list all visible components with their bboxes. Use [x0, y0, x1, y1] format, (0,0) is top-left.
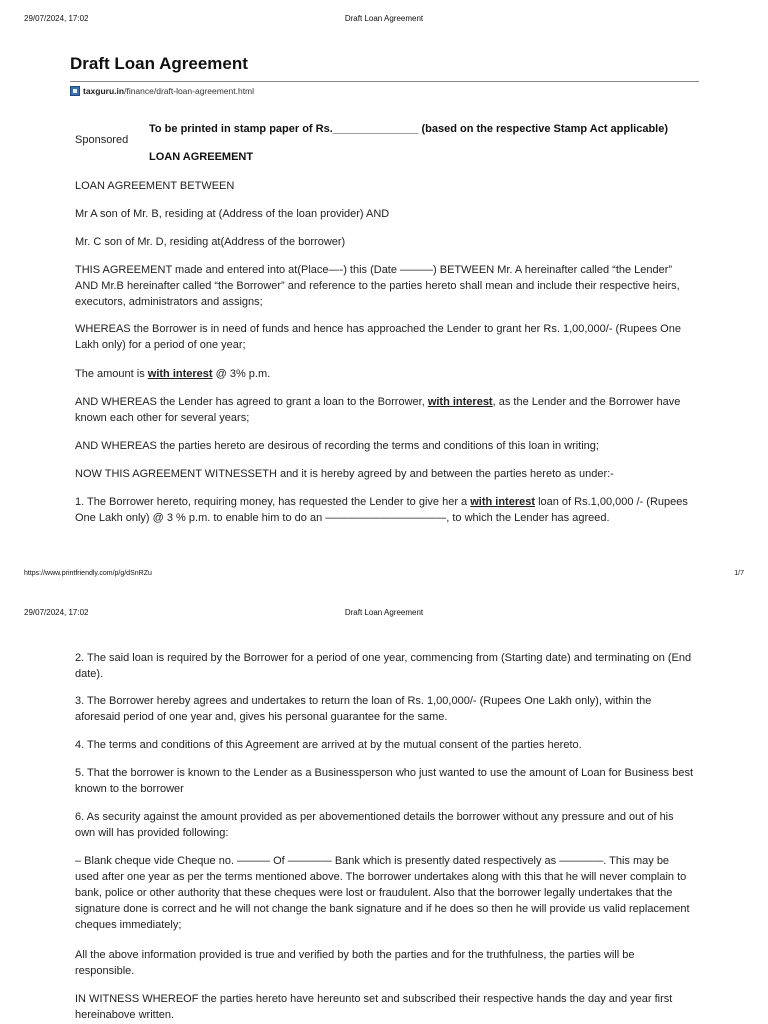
print-doc-title: Draft Loan Agreement: [344, 14, 424, 23]
para-lender: Mr A son of Mr. B, residing at (Address of the loan provider) AND: [75, 208, 390, 220]
para-borrower: Mr. C son of Mr. D, residing at(Address of the borrower): [75, 236, 346, 248]
para-and-whereas: AND WHEREAS the Lender has agreed to grant a loan to the Borrower, with interest, as the Lender and the Borrower have known each other for several years;: [75, 396, 681, 424]
loan-agreement-heading: LOAN AGREEMENT: [149, 151, 254, 163]
para-whereas: WHEREAS the Borrower is in need of funds and hence has approached the Lender to grant her Rs. 1,00,000/- (Rupees One Lakh only) for a period of one year;: [75, 323, 681, 351]
print-header-page1: [0, 14, 768, 28]
sponsored-label: Sponsored: [75, 134, 129, 146]
with-interest-emphasis: with interest: [147, 368, 213, 380]
stamp-paper-note: To be printed in stamp paper of Rs.______________ (based on the respective Stamp Act applicable): [149, 123, 669, 135]
para-clause-1: 1. The Borrower hereto, requiring money, has requested the Lender to give her a with interest loan of Rs.1,00,000 /- (Rupees One Lakh only) @ 3 % p.m. to enable him to do an ———————————, to which the Lender has agreed.: [75, 496, 688, 524]
print-url: https://www.printfriendly.com/p/g/dSnRZu: [24, 570, 152, 577]
source-link[interactable]: [70, 86, 254, 96]
with-interest-emphasis: with interest: [470, 496, 536, 508]
page-title: Draft Loan Agreement: [70, 54, 248, 73]
para-between: LOAN AGREEMENT BETWEEN: [75, 180, 235, 192]
para-witness: IN WITNESS WHEREOF the parties hereto have hereunto set and subscribed their respective hands the day and year first hereinabove written.: [75, 993, 673, 1021]
para-clause-3: 3. The Borrower hereby agrees and undertakes to return the loan of Rs. 1,00,000/- (Rupees One Lakh only), within the aforesaid period of one year and, gives his personal guarantee for the same.: [75, 695, 652, 723]
para-clause-4: 4. The terms and conditions of this Agreement are arrived at by the mutual consent of the parties hereto.: [75, 739, 582, 751]
source-path: /finance/draft-loan-agreement.html: [124, 86, 255, 96]
print-datetime: 29/07/2024, 17:02: [24, 14, 89, 23]
para-clause-2: 2. The said loan is required by the Borrower for a period of one year, commencing from (Starting date) and terminating on (End date).: [75, 652, 692, 680]
print-doc-title: Draft Loan Agreement: [344, 608, 424, 617]
para-clause-6: 6. As security against the amount provided as per abovementioned details the borrower without any pressure and out of his own will has provided following:: [75, 811, 674, 839]
with-interest-emphasis: with interest: [427, 396, 493, 408]
para-agreement: THIS AGREEMENT made and entered into at(Place—-) this (Date ———) BETWEEN Mr. A hereinafter called “the Lender” AND Mr.B hereinafter called “the Borrower” and reference to the parties hereto shall mean and include their respective heirs, executors, administrators and assigns;: [75, 264, 680, 308]
para-cheque: – Blank cheque vide Cheque no. ——— Of ———— Bank which is presently dated respectively as ————. This may be used after one year as per the terms mentioned above. The borrower undertakes along with this that he will never complain to bank, police or other authority that these cheques were lost or fraudulent. Also that the borrower legally undertakes that the signature done is correct and he will not change the bank signature and if he does so then he will provide us valid replacement cheques immediately;: [75, 855, 690, 931]
para-clause-5: 5. That the borrower is known to the Lender as a Businessperson who just wanted to use the amount of Loan for Business best known to the borrower: [75, 767, 693, 795]
para-witnesseth: NOW THIS AGREEMENT WITNESSETH and it is hereby agreed by and between the parties hereto as under:-: [75, 468, 614, 480]
print-datetime: 29/07/2024, 17:02: [24, 608, 89, 617]
source-domain: taxguru.in: [83, 86, 125, 96]
para-desirous: AND WHEREAS the parties hereto are desirous of recording the terms and conditions of this loan in writing;: [75, 440, 599, 452]
page-number: 1/7: [734, 570, 744, 577]
para-amount: The amount is with interest @ 3% p.m.: [75, 368, 271, 380]
site-favicon-icon: [70, 86, 80, 96]
title-divider: [70, 81, 699, 82]
print-header-page2: [0, 608, 768, 622]
para-verified: All the above information provided is true and verified by both the parties and for the truthfulness, the parties will be responsible.: [75, 949, 635, 977]
